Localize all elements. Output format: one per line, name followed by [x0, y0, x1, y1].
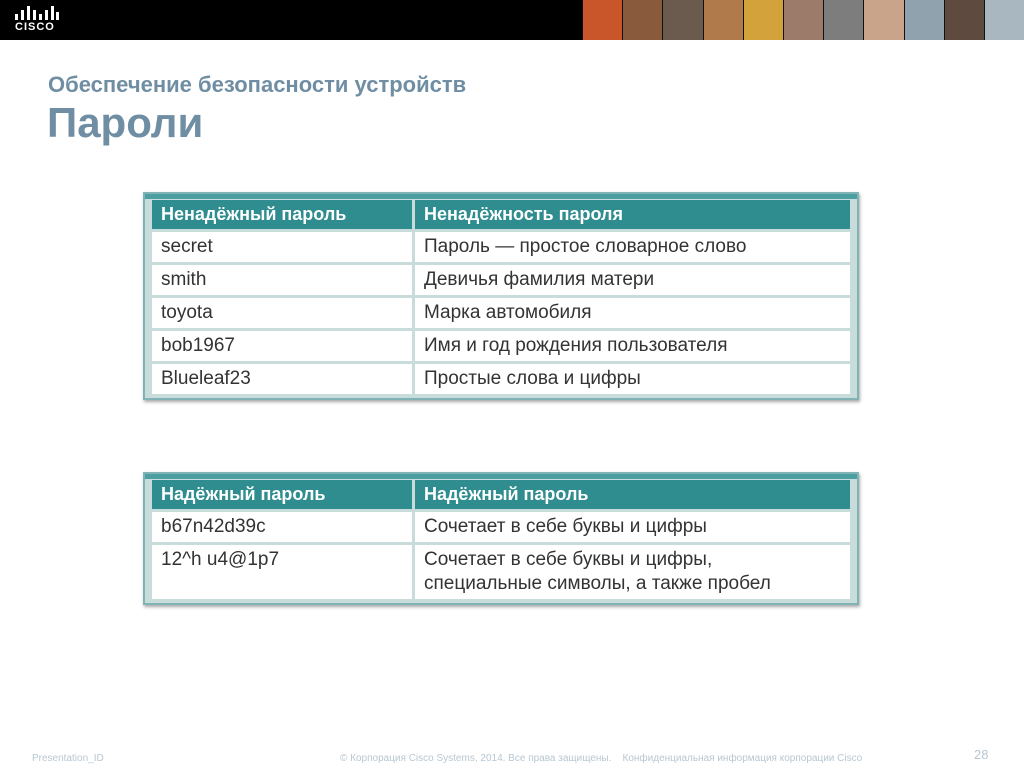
photo-tile [863, 0, 903, 40]
photo-tile [904, 0, 944, 40]
strong-passwords-table-frame [143, 472, 859, 605]
footer-presentation-id: Presentation_ID [32, 753, 104, 764]
cell-password: 12^h u4@1p7 [152, 545, 412, 599]
cell-reason: Сочетает в себе буквы и цифры, специальные символы, а также пробел [415, 545, 850, 599]
weak-passwords-table [149, 197, 853, 397]
slide-title: Пароли [47, 99, 204, 146]
cisco-logo [13, 6, 63, 34]
cell-reason: Сочетает в себе буквы и цифры [415, 512, 850, 542]
cell-reason: Пароль — простое словарное слово [415, 232, 850, 262]
table-top-accent [145, 474, 857, 479]
photo-tile [703, 0, 743, 40]
photo-tile [622, 0, 662, 40]
table-row [152, 331, 850, 361]
photo-tile [823, 0, 863, 40]
page-number: 28 [974, 747, 989, 762]
cell-password: Blueleaf23 [152, 364, 412, 394]
banner-photo-strip [582, 0, 1024, 40]
cell-password: b67n42d39c [152, 512, 412, 542]
cell-password: secret [152, 232, 412, 262]
header-weak-password: Ненадёжный пароль [152, 200, 412, 229]
weak-passwords-table-frame [143, 192, 859, 400]
table-row [152, 265, 850, 295]
photo-tile [582, 0, 622, 40]
cisco-logo-text: CISCO [15, 21, 55, 33]
table-header-row [152, 480, 850, 509]
strong-passwords-table [149, 477, 853, 602]
header-weakness: Ненадёжность пароля [415, 200, 850, 229]
cell-password: toyota [152, 298, 412, 328]
photo-tile [662, 0, 702, 40]
cell-reason: Девичья фамилия матери [415, 265, 850, 295]
table-row [152, 298, 850, 328]
cell-password: bob1967 [152, 331, 412, 361]
photo-tile [743, 0, 783, 40]
photo-tile [783, 0, 823, 40]
photo-tile [984, 0, 1024, 40]
table-header-row [152, 200, 850, 229]
cell-reason: Марка автомобиля [415, 298, 850, 328]
table-row [152, 364, 850, 394]
header-strong-password: Надёжный пароль [152, 480, 412, 509]
header-strong-description: Надёжный пароль [415, 480, 850, 509]
footer-copyright: © Корпорация Cisco Systems, 2014. Все права защищены. Конфиденциальная информация корпорации Cisco [340, 753, 863, 764]
table-top-accent [145, 194, 857, 199]
cell-reason: Простые слова и цифры [415, 364, 850, 394]
cell-password: smith [152, 265, 412, 295]
top-banner [0, 0, 1024, 40]
slide-subtitle: Обеспечение безопасности устройств [48, 72, 467, 97]
table-row [152, 512, 850, 542]
table-row [152, 545, 850, 599]
cisco-bars-icon [15, 6, 59, 20]
cell-reason: Имя и год рождения пользователя [415, 331, 850, 361]
table-row [152, 232, 850, 262]
photo-tile [944, 0, 984, 40]
